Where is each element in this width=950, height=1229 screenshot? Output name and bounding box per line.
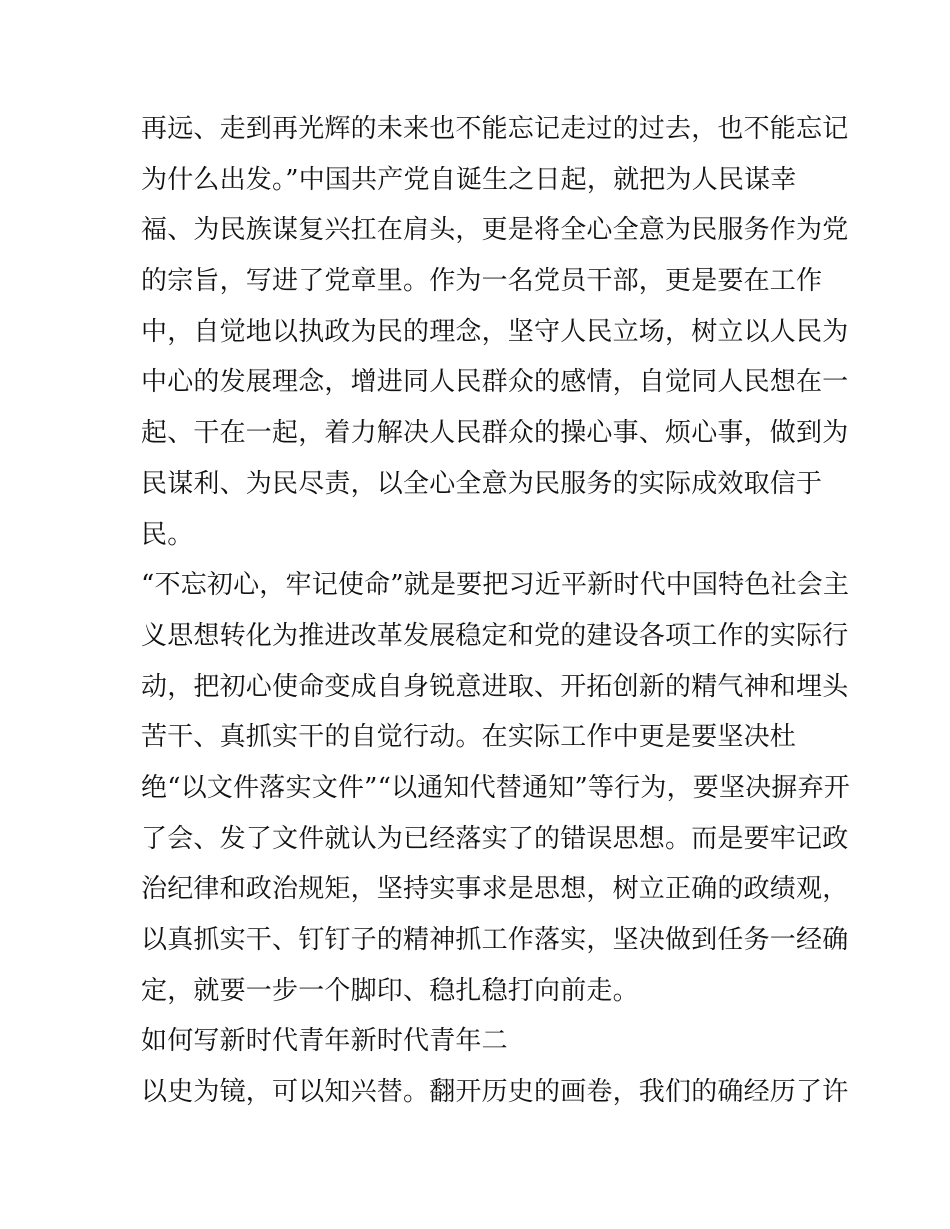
- text-line: 中，自觉地以执政为民的理念，坚守人民立场，树立以人民为: [141, 316, 849, 347]
- text-line: 以史为镜，可以知兴替。翻开历史的画卷，我们的确经历了许: [141, 1077, 849, 1108]
- text-line: 起、干在一起，着力解决人民群众的操心事、烦心事，做到为: [141, 418, 849, 449]
- text-line: 为什么出发。”中国共产党自诞生之日起，就把为人民谋幸: [141, 164, 797, 195]
- text-line: 中心的发展理念，增进同人民群众的感情，自觉同人民想在一: [141, 367, 849, 398]
- text-line: “不忘初心，牢记使命”就是要把习近平新时代中国特色社会主: [141, 570, 850, 601]
- text-line: 民。: [141, 519, 194, 550]
- text-line: 再远、走到再光辉的未来也不能忘记走过的过去，也不能忘记: [141, 114, 849, 144]
- text-line: 定，就要一步一个脚印、稳扎稳打向前走。: [141, 975, 639, 1006]
- text-line: 动，把初心使命变成自身锐意进取、开拓创新的精气神和埋头: [141, 671, 849, 702]
- text-line: 民谋利、为民尽责，以全心全意为民服务的实际成效取信于: [141, 468, 823, 499]
- text-line: 的宗旨，写进了党章里。作为一名党员干部，更是要在工作: [141, 266, 823, 297]
- text-line: 苦干、真抓实干的自觉行动。在实际工作中更是要坚决杜: [141, 722, 797, 753]
- section-heading: 如何写新时代青年新时代青年二: [141, 1026, 508, 1057]
- text-line: 了会、发了文件就认为已经落实了的错误思想。而是要牢记政: [141, 823, 849, 854]
- text-line: 绝“以文件落实文件”“以通知代替通知”等行为，要坚决摒弃开: [141, 772, 850, 803]
- text-line: 义思想转化为推进改革发展稳定和党的建设各项工作的实际行: [141, 620, 849, 651]
- text-line: 治纪律和政治规矩，坚持实事求是思想，树立正确的政绩观，: [141, 874, 849, 905]
- body-text: [141, 104, 850, 1118]
- text-line: 福、为民族谋复兴扛在肩头，更是将全心全意为民服务作为党: [141, 215, 849, 246]
- text-line: 以真抓实干、钉钉子的精神抓工作落实，坚决做到任务一经确: [141, 925, 849, 955]
